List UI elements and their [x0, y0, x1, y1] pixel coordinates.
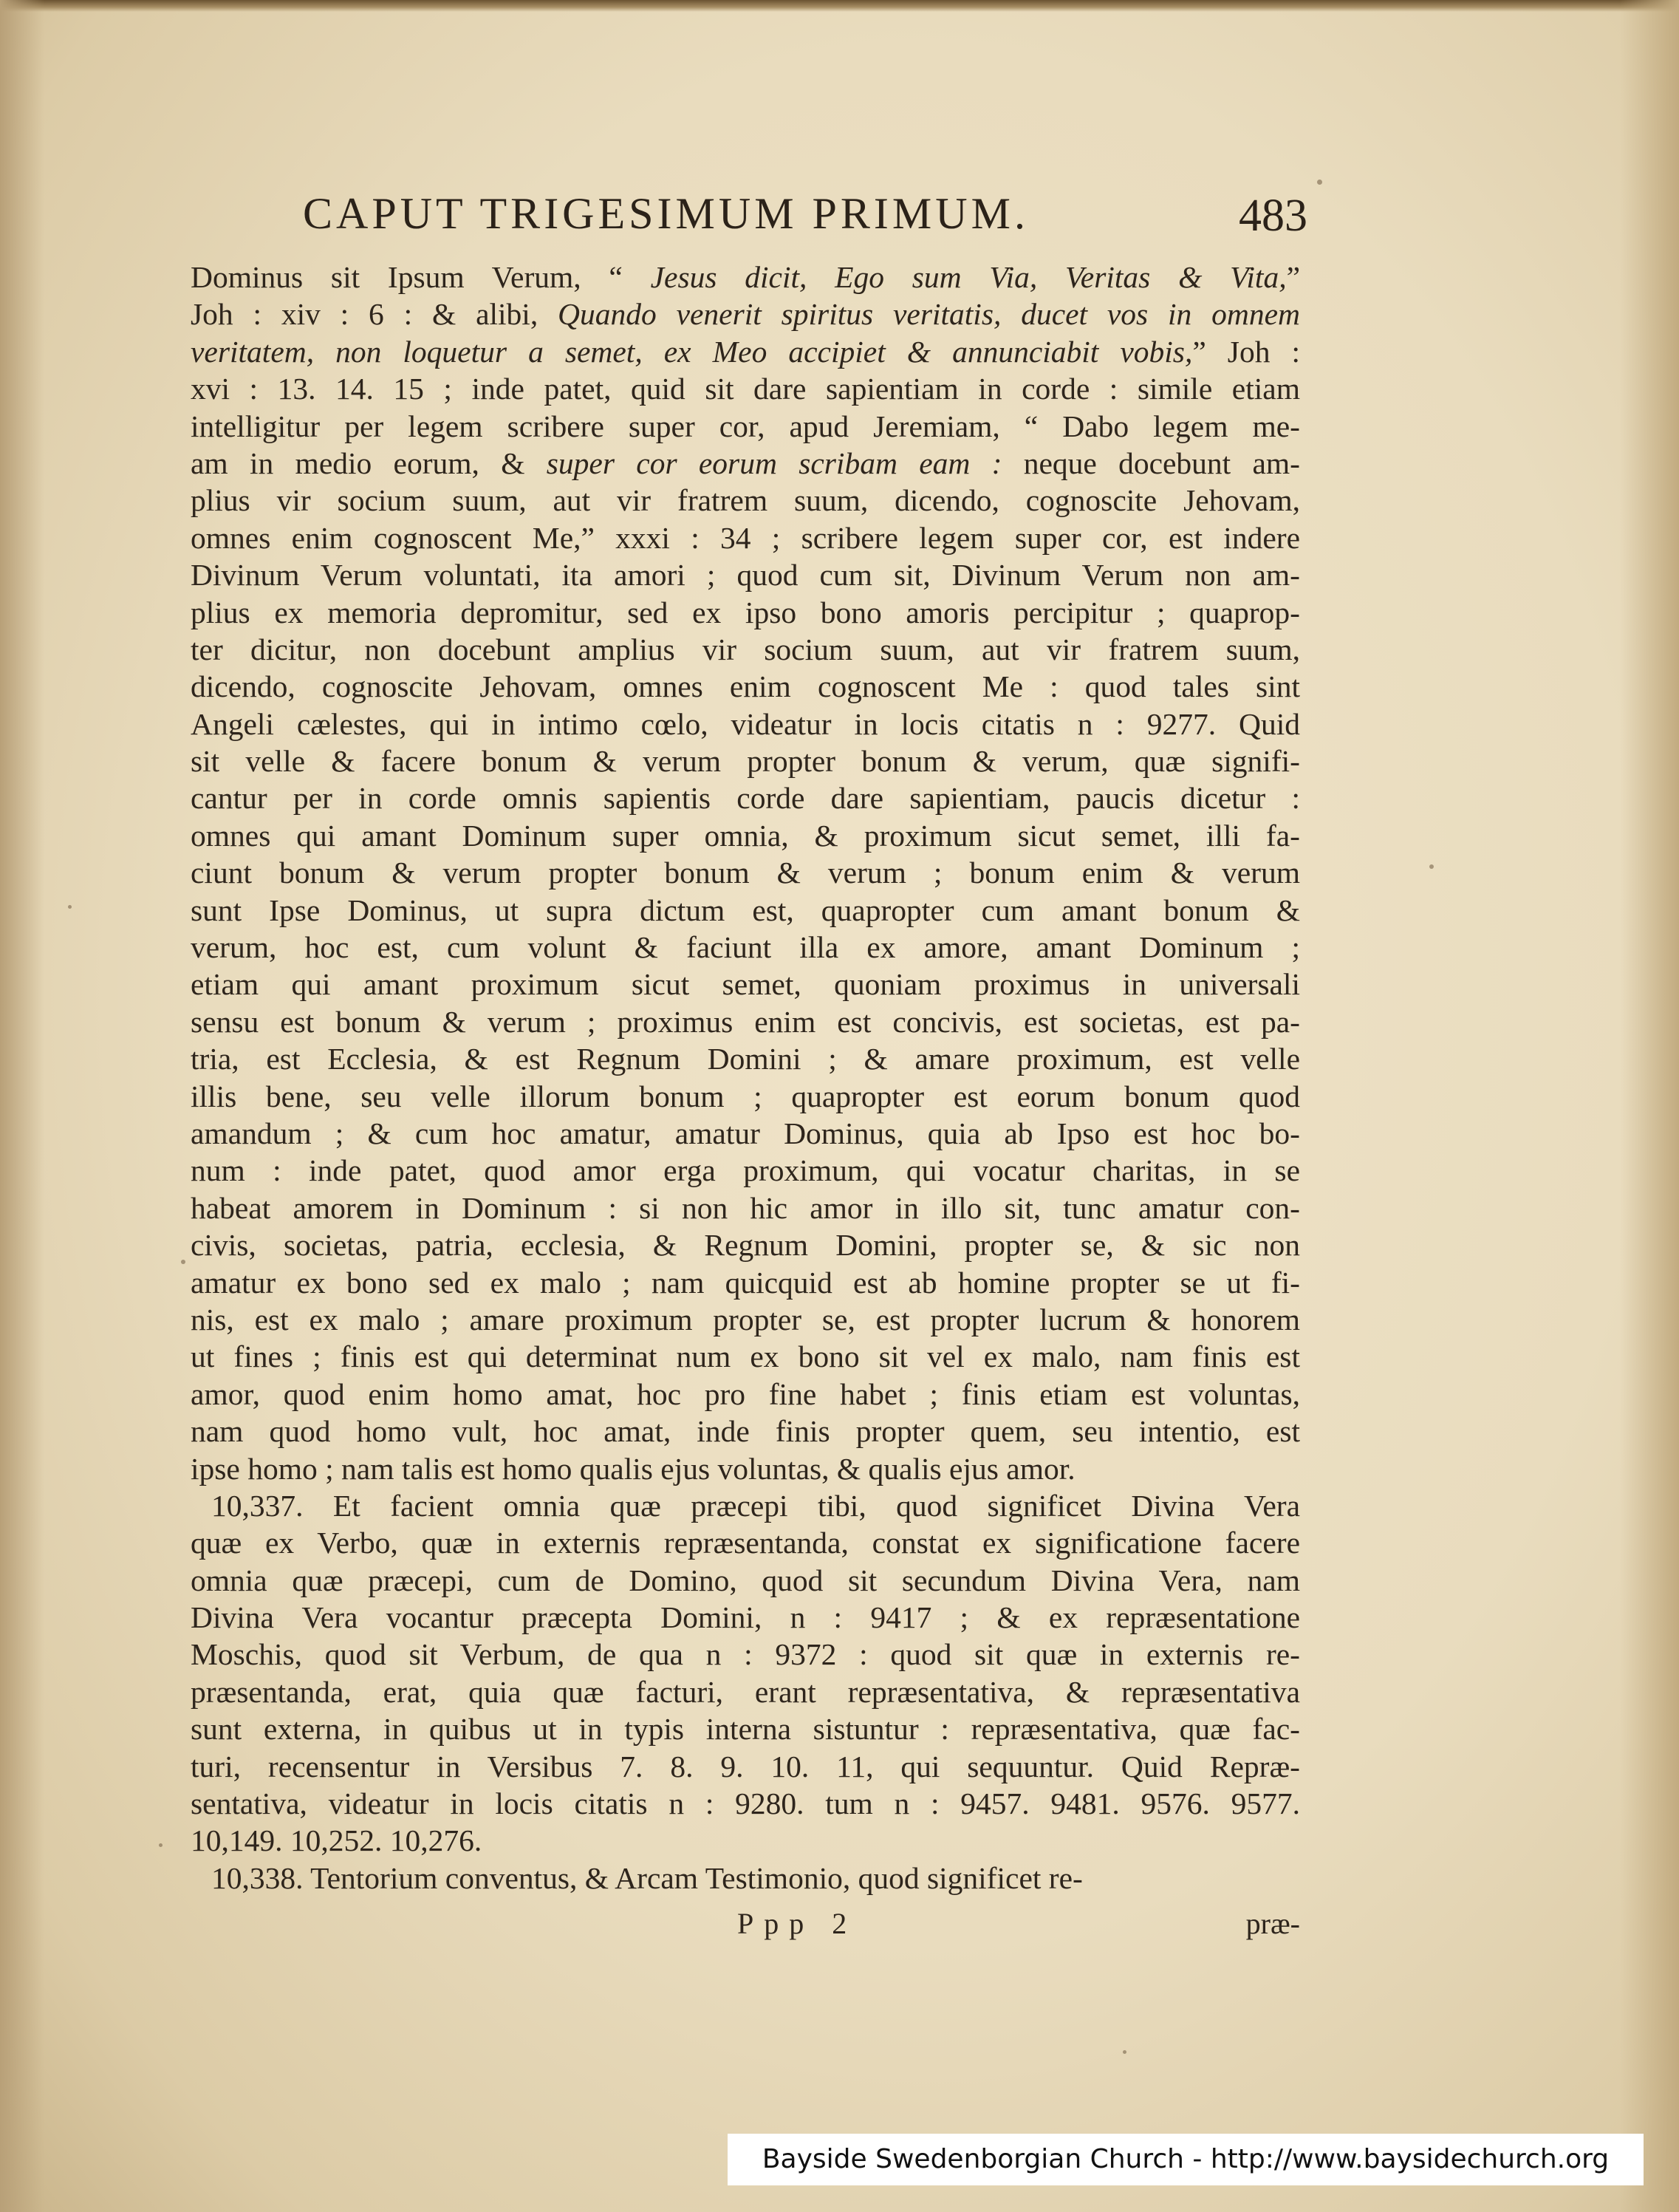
- text-run: plius vir socium suum, aut vir fratrem suum, dicendo, cognoscite Jehovam,: [191, 483, 1300, 518]
- text-line: [191, 1785, 1300, 1822]
- text-run: ”: [1286, 260, 1301, 294]
- text-line: [191, 668, 1300, 705]
- paper-speck: [181, 1260, 185, 1264]
- text-run: num : inde patet, quod amor erga proximum, qui vocatur charitas, in se: [191, 1153, 1300, 1188]
- page-right-shadow: [1620, 0, 1679, 2212]
- text-line: [191, 929, 1300, 966]
- text-line: [191, 259, 1300, 296]
- text-line: [191, 370, 1300, 407]
- text-line: [191, 779, 1300, 816]
- text-line: [191, 854, 1300, 891]
- text-run: amor, quod enim homo amat, hoc pro fine habet ; finis etiam est voluntas,: [191, 1376, 1300, 1411]
- text-line: [191, 1748, 1300, 1785]
- text-run: nis, est ex malo ; amare proximum propter se, est propter lucrum & honorem: [191, 1302, 1300, 1337]
- text-line: [191, 1338, 1300, 1375]
- text-run: neque docebunt am-: [1002, 446, 1300, 480]
- text-line: [191, 519, 1300, 556]
- paper-speck: [1429, 864, 1434, 869]
- text-run: sit velle & facere bonum & verum propter bonum & verum, quæ signifi-: [191, 744, 1300, 779]
- text-line: [191, 556, 1300, 593]
- italic-text-run: Jesus dicit, Ego sum Via, Veritas & Vita,: [650, 260, 1287, 294]
- text-line: [191, 706, 1300, 743]
- text-run: omnia quæ præcepi, cum de Domino, quod sit secundum Divina Vera, nam: [191, 1563, 1300, 1597]
- text-run: civis, societas, patria, ecclesia, & Regnum Domini, propter se, & sic non: [191, 1228, 1300, 1263]
- text-line: [191, 966, 1300, 1003]
- text-run: amatur ex bono sed ex malo ; nam quicquid est ab homine propter se ut fi-: [191, 1265, 1300, 1300]
- text-line: [191, 1860, 1300, 1897]
- text-line: [191, 1710, 1300, 1747]
- text-run: ut fines ; finis est qui determinat num ex bono sit vel ex malo, nam finis est: [191, 1339, 1300, 1374]
- text-line: [191, 1599, 1300, 1636]
- text-line: [191, 1040, 1300, 1077]
- text-run: verum, hoc est, cum volunt & faciunt illa ex amore, amant Dominum ;: [191, 930, 1300, 965]
- text-line: [191, 1450, 1300, 1487]
- text-line: [191, 482, 1300, 519]
- body-text: [191, 259, 1300, 1897]
- text-run: ipse homo ; nam talis est homo qualis ejus voluntas, & qualis ejus amor.: [191, 1451, 1076, 1486]
- running-head: [303, 188, 1307, 248]
- text-run: Angeli cælestes, qui in intimo cœlo, videatur in locis citatis n : 9277. Quid: [191, 706, 1300, 741]
- text-line: [191, 1264, 1300, 1301]
- text-line: [191, 594, 1300, 631]
- watermark-banner: Bayside Swedenborgian Church - http://www.baysidechurch.org: [728, 2134, 1644, 2185]
- text-line: [191, 1189, 1300, 1226]
- text-line: [191, 1413, 1300, 1450]
- text-run: etiam qui amant proximum sicut semet, quoniam proximus in universali: [191, 967, 1300, 1002]
- italic-text-run: super cor eorum scribam eam :: [546, 446, 1002, 480]
- text-line: [191, 296, 1300, 332]
- text-run: tria, est Ecclesia, & est Regnum Domini ; & amare proximum, est velle: [191, 1042, 1300, 1076]
- text-line: [191, 1115, 1300, 1152]
- text-run: nam quod homo vult, hoc amat, inde finis propter quem, seu intentio, est: [191, 1414, 1300, 1449]
- text-run: sentativa, videatur in locis citatis n : 9280. tum n : 9457. 9481. 9576. 9577.: [191, 1786, 1300, 1821]
- paper-speck: [1317, 180, 1322, 185]
- italic-text-run: Quando venerit spiritus veritatis, ducet vos in omnem: [558, 297, 1300, 332]
- text-run: omnes qui amant Dominum super omnia, & proximum sicut semet, illi fa-: [191, 818, 1300, 853]
- text-line: [191, 817, 1300, 854]
- text-line: [191, 1301, 1300, 1338]
- text-line: [191, 1524, 1300, 1561]
- text-run: præsentanda, erat, quia quæ facturi, erant repræsentativa, & repræsentativa: [191, 1674, 1300, 1709]
- text-run: quæ ex Verbo, quæ in externis repræsentanda, constat ex significatione facere: [191, 1526, 1300, 1560]
- text-run: sensu est bonum & verum ; proximus enim est concivis, est societas, est pa-: [191, 1004, 1300, 1039]
- text-line: [191, 1673, 1300, 1710]
- page-footer: [191, 1906, 1300, 1943]
- text-line: [191, 333, 1300, 370]
- text-run: xvi : 13. 14. 15 ; inde patet, quid sit dare sapientiam in corde : simile etiam: [191, 372, 1300, 406]
- text-run: amandum ; & cum hoc amatur, amatur Dominus, quia ab Ipso est hoc bo-: [191, 1116, 1300, 1150]
- text-line: [191, 1376, 1300, 1413]
- text-run: ciunt bonum & verum propter bonum & verum ; bonum enim & verum: [191, 856, 1300, 890]
- page-top-edge: [0, 0, 1679, 12]
- text-line: [191, 631, 1300, 668]
- paper-speck: [68, 905, 72, 909]
- text-run: plius ex memoria depromitur, sed ex ipso bono amoris percipitur ; quaprop-: [191, 595, 1300, 629]
- text-run: dicendo, cognoscite Jehovam, omnes enim cognoscent Me : quod tales sint: [191, 669, 1300, 704]
- text-run: Divinum Verum voluntati, ita amori ; quod cum sit, Divinum Verum non am-: [191, 558, 1300, 593]
- text-line: [191, 1822, 1300, 1859]
- paper-speck: [159, 1843, 163, 1847]
- text-run: Joh : xiv : 6 : & alibi,: [191, 297, 558, 332]
- text-run: 10,337. Et facient omnia quæ præcepi tibi, quod significet Divina Vera: [211, 1488, 1300, 1523]
- text-line: [191, 1226, 1300, 1263]
- text-run: habeat amorem in Dominum : si non hic amor in illo sit, tunc amatur con-: [191, 1190, 1300, 1225]
- text-line: [191, 408, 1300, 445]
- page-number: 483: [1239, 191, 1307, 241]
- text-run: cantur per in corde omnis sapientis corde dare sapientiam, paucis dicetur :: [191, 781, 1300, 816]
- text-run: sunt Ipse Dominus, ut supra dictum est, quapropter cum amant bonum &: [191, 892, 1300, 927]
- text-line: [191, 1078, 1300, 1115]
- text-run: Divina Vera vocantur præcepta Domini, n : 9417 ; & ex repræsentatione: [191, 1600, 1300, 1635]
- italic-text-run: veritatem, non loquetur a semet, ex Meo accipiet & annunciabit vobis,: [191, 334, 1193, 369]
- text-run: Dominus sit Ipsum Verum, “: [191, 260, 651, 294]
- text-run: omnes enim cognoscent Me,” xxxi : 34 ; scribere legem super cor, est indere: [191, 520, 1300, 555]
- text-run: intelligitur per legem scribere super cor, apud Jeremiam, “ Dabo legem me-: [191, 409, 1300, 443]
- text-line: [191, 1636, 1300, 1673]
- paper-speck: [1123, 2050, 1126, 2054]
- text-run: ” Joh :: [1192, 334, 1301, 369]
- text-line: [191, 1003, 1300, 1040]
- text-run: ter dicitur, non docebunt amplius vir socium suum, aut vir fratrem suum,: [191, 632, 1300, 666]
- text-run: Moschis, quod sit Verbum, de qua n : 9372 : quod sit quæ in externis re-: [191, 1637, 1300, 1672]
- text-line: [191, 445, 1300, 482]
- text-run: sunt externa, in quibus ut in typis interna sistuntur : repræsentativa, quæ fac-: [191, 1712, 1300, 1747]
- text-line: [191, 1487, 1300, 1524]
- printer-signature: Ppp 2: [737, 1907, 858, 1940]
- text-run: am in medio eorum, &: [191, 446, 547, 480]
- page-left-shadow: [0, 0, 44, 2212]
- text-line: [191, 743, 1300, 779]
- chapter-title: CAPUT TRIGESIMUM PRIMUM.: [303, 189, 1029, 238]
- text-run: 10,149. 10,252. 10,276.: [191, 1823, 482, 1858]
- text-line: [191, 1562, 1300, 1599]
- text-run: illis bene, seu velle illorum bonum ; quapropter est eorum bonum quod: [191, 1079, 1300, 1113]
- text-run: turi, recensentur in Versibus 7. 8. 9. 10. 11, qui sequuntur. Quid Repræ-: [191, 1749, 1300, 1783]
- catchword: præ-: [1245, 1907, 1300, 1940]
- text-line: [191, 892, 1300, 929]
- text-line: [191, 1152, 1300, 1189]
- text-run: 10,338. Tentorium conventus, & Arcam Testimonio, quod significet re-: [211, 1860, 1083, 1895]
